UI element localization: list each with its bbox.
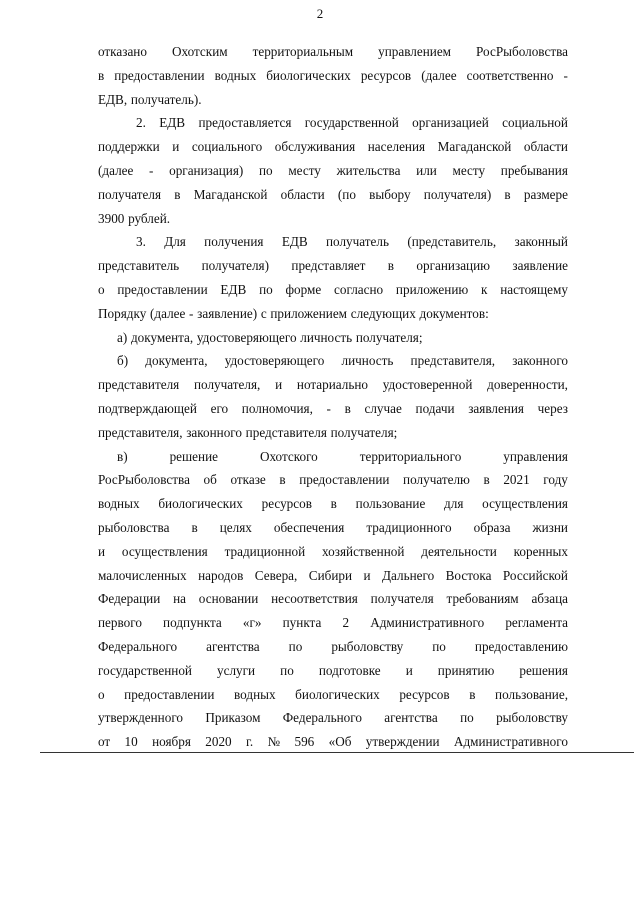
page-number: 2 — [316, 6, 324, 21]
word: (далее — [98, 162, 134, 178]
word: личность — [341, 353, 394, 369]
word: об — [203, 472, 217, 488]
word: получателя — [98, 186, 162, 202]
text-line — [98, 373, 568, 397]
text-line — [98, 635, 568, 659]
word: территориальным — [252, 44, 354, 59]
word: предоставлении — [299, 472, 390, 488]
word: размере — [523, 186, 568, 202]
word: управления — [503, 448, 568, 464]
text-line — [98, 468, 568, 492]
text-line — [98, 516, 568, 540]
word: «г» — [242, 615, 262, 631]
word: в — [469, 686, 476, 702]
word: приложению — [395, 281, 469, 297]
word: доверенности, — [487, 377, 568, 393]
word: водных — [214, 67, 257, 83]
word: регламента — [505, 615, 568, 631]
word: социального — [191, 139, 263, 155]
word: подпункта — [163, 615, 222, 631]
word: удостоверенной — [382, 377, 473, 393]
word: биологических — [266, 67, 351, 83]
word: и — [275, 377, 283, 393]
word: в — [330, 496, 337, 512]
word: организация) — [169, 162, 244, 178]
text-line — [98, 445, 568, 469]
word: абзаца — [531, 591, 568, 607]
word: государственной — [304, 115, 399, 131]
word: получателя) — [423, 186, 492, 202]
word: нотариально — [296, 377, 369, 393]
word: обеспечения — [273, 519, 345, 535]
word: 2020 — [205, 734, 232, 750]
word: г. — [245, 734, 254, 750]
word: Сибири — [308, 567, 353, 583]
word: Приказом — [205, 710, 261, 726]
word: году — [543, 472, 568, 488]
word: Административного — [453, 734, 568, 750]
word: РосРыболовства — [98, 472, 190, 488]
word: ЕДВ — [159, 115, 186, 131]
word: представителя, — [410, 353, 496, 369]
word: получения — [204, 234, 264, 250]
word: его — [210, 400, 229, 416]
word: подготовке — [318, 662, 381, 678]
text-line — [98, 730, 568, 754]
word: первого — [98, 615, 142, 631]
word: требованиям — [446, 591, 519, 607]
word: форме — [285, 281, 322, 297]
footer-divider — [40, 752, 634, 753]
word: Федерации — [98, 591, 161, 607]
word: заявление — [512, 258, 568, 274]
word: полномочия, — [241, 400, 313, 416]
word: получателя, — [193, 377, 261, 393]
word: ресурсов — [360, 67, 412, 83]
word: традиционного — [366, 519, 452, 535]
word: в — [387, 258, 395, 274]
word: получателя; — [330, 424, 398, 440]
word: целях — [219, 519, 252, 535]
word: законный — [514, 234, 568, 250]
word: Охотским — [171, 44, 228, 59]
word: удостоверяющего — [224, 353, 325, 369]
word: отказано — [98, 44, 147, 59]
word: в — [279, 472, 286, 488]
text-line — [98, 326, 568, 350]
word: водных — [98, 496, 140, 512]
word: ресурсов — [399, 686, 450, 702]
word: через — [537, 400, 568, 416]
text-line — [98, 659, 568, 683]
word: деятельности — [421, 543, 497, 559]
word: или — [416, 162, 437, 178]
word: рублей. — [128, 210, 171, 226]
word: 3. — [136, 234, 146, 250]
word: решение — [169, 448, 218, 464]
word: и — [98, 543, 106, 559]
word: рыболовству — [496, 710, 568, 726]
word: ЕДВ — [220, 281, 247, 297]
word: пользование — [355, 496, 426, 512]
word: получателя; — [355, 329, 423, 345]
word: Севера, — [254, 567, 298, 583]
word: традиционной — [224, 543, 306, 559]
word: получатель). — [130, 91, 202, 107]
word: соответственно — [466, 67, 554, 83]
text-line — [98, 254, 568, 278]
word: по — [258, 162, 273, 178]
word: малочисленных — [98, 567, 187, 583]
word: получателя) — [201, 258, 270, 274]
word: 2 — [342, 615, 350, 631]
word: удостоверяющего — [196, 329, 297, 345]
word: Федерального — [282, 710, 362, 726]
text-line — [98, 540, 568, 564]
word: рыболовства — [98, 519, 170, 535]
text-line — [98, 183, 568, 207]
word: законного — [512, 353, 568, 369]
word: осуществления — [482, 496, 568, 512]
word: агентства — [384, 710, 438, 726]
text-line — [98, 706, 568, 730]
word: представитель — [98, 258, 180, 274]
word: принятию — [437, 662, 495, 678]
word: в) — [117, 448, 128, 464]
word: предоставлении — [117, 281, 208, 297]
word: в — [483, 472, 490, 488]
word: согласно — [334, 281, 384, 297]
word: Востока — [445, 567, 492, 583]
word: услуги — [217, 662, 256, 678]
word: Российской — [502, 567, 568, 583]
text-line — [98, 159, 568, 183]
word: жительства — [336, 162, 401, 178]
word: а) — [117, 329, 128, 345]
word: представляет — [291, 258, 366, 274]
word: и — [405, 662, 413, 678]
word: 3900 — [98, 210, 125, 226]
text-line — [98, 683, 568, 707]
text-line — [98, 397, 568, 421]
text-line — [98, 587, 568, 611]
word: социальной — [502, 115, 568, 131]
text-line — [98, 349, 568, 373]
text-line — [98, 135, 568, 159]
word: пункта — [282, 615, 322, 631]
word: организацию — [416, 258, 491, 274]
text-line — [98, 230, 568, 254]
word: месту — [452, 162, 486, 178]
word: выбору — [369, 186, 411, 202]
word: Административного — [370, 615, 485, 631]
word: народов — [198, 567, 244, 583]
word: в — [504, 186, 511, 202]
word: Магаданской — [193, 186, 268, 202]
word: следующих — [350, 305, 416, 321]
word: (далее — [150, 305, 186, 321]
word: в — [174, 186, 181, 202]
word: Федерального — [98, 638, 178, 654]
word: государственной — [98, 662, 192, 678]
word: и — [172, 139, 180, 155]
word: водных — [234, 686, 276, 702]
word: пользование, — [495, 686, 568, 702]
word: 2021 — [503, 472, 530, 488]
word: представителя, — [98, 424, 183, 440]
document-body — [98, 40, 568, 754]
text-line — [98, 302, 568, 326]
word: № — [267, 734, 281, 750]
word: обслуживания — [274, 139, 356, 155]
word: утверждении — [365, 734, 440, 750]
word: ЕДВ — [281, 234, 308, 250]
word: по — [288, 638, 303, 654]
word: - — [326, 400, 331, 416]
word: ресурсов — [261, 496, 312, 512]
word: основании — [198, 591, 259, 607]
word: коренных — [513, 543, 568, 559]
word: по — [280, 662, 294, 678]
word: месту — [288, 162, 321, 178]
word: (представитель, — [407, 234, 497, 250]
word: к — [481, 281, 488, 297]
word: по — [432, 638, 446, 654]
word: представителя — [98, 377, 180, 393]
word: Порядку — [98, 305, 147, 321]
word: личность — [300, 329, 353, 345]
word: ЕДВ, — [98, 91, 128, 107]
word: предоставлению — [474, 638, 568, 654]
word: в — [344, 400, 351, 416]
word: подтверждающей — [98, 400, 197, 416]
word: о — [98, 686, 105, 702]
word: (по — [337, 186, 356, 202]
word: 596 — [294, 734, 315, 750]
word: пребывания — [500, 162, 568, 178]
word: представителя — [245, 424, 327, 440]
text-line — [98, 421, 568, 445]
word: - — [149, 162, 154, 178]
word: предоставлении — [114, 67, 205, 83]
text-line — [98, 278, 568, 302]
word: от — [98, 734, 111, 750]
word: о — [98, 281, 105, 297]
word: документа, — [130, 329, 194, 345]
word: - — [189, 305, 194, 321]
text-line — [98, 40, 568, 64]
word: и — [363, 567, 371, 583]
word: в — [191, 519, 198, 535]
word: отказе — [230, 472, 266, 488]
word: документа, — [145, 353, 208, 369]
word: получателю — [403, 472, 470, 488]
word: территориального — [359, 448, 462, 464]
word: «Об — [328, 734, 352, 750]
word: поддержки — [98, 139, 160, 155]
text-line — [98, 611, 568, 635]
word: документов: — [419, 305, 489, 321]
word: рыболовству — [331, 638, 404, 654]
word: хозяйственной — [322, 543, 405, 559]
word: настоящему — [500, 281, 568, 297]
text-line — [98, 111, 568, 135]
word: области — [280, 186, 325, 202]
word: области — [523, 139, 568, 155]
text-line — [98, 492, 568, 516]
word: для — [444, 496, 464, 512]
word: организацией — [412, 115, 489, 131]
word: управлением — [378, 44, 452, 59]
word: б) — [117, 353, 129, 369]
word: Магаданской — [437, 139, 512, 155]
word: утвержденного — [98, 710, 184, 726]
word: на — [173, 591, 186, 607]
word: по — [460, 710, 474, 726]
text-line — [98, 64, 568, 88]
word: Охотского — [259, 448, 318, 464]
word: получателя — [370, 591, 434, 607]
word: - — [563, 67, 568, 83]
word: подачи — [415, 400, 455, 416]
word: случае — [364, 400, 402, 416]
word: заявления — [468, 400, 524, 416]
word: приложением — [270, 305, 348, 321]
word: Для — [164, 234, 186, 250]
word: 10 — [124, 734, 138, 750]
word: осуществления — [121, 543, 208, 559]
word: образа — [473, 519, 511, 535]
text-line — [98, 564, 568, 588]
word: по — [259, 281, 273, 297]
word: предоставляется — [198, 115, 292, 131]
word: Дальнего — [382, 567, 435, 583]
word: решения — [519, 662, 568, 678]
word: предоставлении — [124, 686, 215, 702]
word: несоответствия — [271, 591, 358, 607]
word: в — [98, 67, 105, 83]
word: 2. — [136, 115, 146, 131]
word: ноября — [152, 734, 191, 750]
word: биологических — [158, 496, 243, 512]
word: с — [260, 305, 267, 321]
word: РосРыболовства — [476, 44, 568, 59]
word: биологических — [295, 686, 380, 702]
text-line — [98, 88, 568, 112]
word: агентства — [206, 638, 260, 654]
word: населения — [367, 139, 426, 155]
word: заявление) — [197, 305, 258, 321]
text-line — [98, 207, 568, 231]
word: законного — [186, 424, 242, 440]
word: получатель — [325, 234, 389, 250]
word: жизни — [532, 519, 568, 535]
word: (далее — [421, 67, 457, 83]
